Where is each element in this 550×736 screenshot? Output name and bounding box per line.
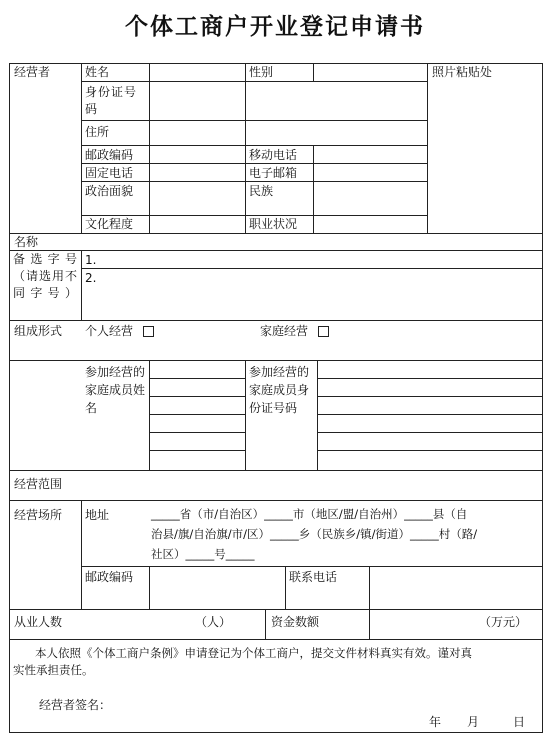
application-form	[9, 63, 543, 733]
address-label: 地址	[85, 508, 110, 522]
alt-name-2: 2.	[85, 271, 97, 285]
date-year: 年	[429, 715, 442, 729]
rule	[313, 145, 314, 233]
rule	[9, 500, 543, 501]
employment-status-label: 职业状况	[249, 217, 298, 231]
operator-header: 经营者	[14, 65, 51, 79]
address-line-1: _____省（市/自治区）_____市（地区/盟/自治州）_____县（自	[151, 507, 468, 521]
rule	[9, 320, 543, 321]
date-day: 日	[513, 715, 526, 729]
rule	[317, 432, 543, 433]
education-label: 文化程度	[85, 217, 134, 231]
rule	[81, 120, 427, 121]
business-name-label: 名称	[14, 235, 39, 249]
declaration-line-1: 本人依照《个体工商户条例》申请登记为个体工商户，提交文件材料真实有效。谨对真	[35, 646, 472, 660]
mobile-label: 移动电话	[249, 148, 298, 162]
rule	[9, 233, 543, 234]
page-title: 个体工商户开业登记申请书	[125, 13, 425, 40]
political-status-label: 政治面貌	[85, 184, 134, 198]
rule	[285, 566, 286, 609]
rule	[427, 63, 428, 233]
premises-postcode-label: 邮政编码	[85, 570, 134, 584]
premises-label: 经营场所	[14, 508, 63, 522]
rule	[149, 378, 245, 379]
rule	[317, 450, 543, 451]
rule	[265, 609, 266, 639]
contact-phone-label: 联系电话	[289, 570, 338, 584]
capital-label: 资金数额	[271, 615, 320, 629]
ethnicity-label: 民族	[249, 184, 274, 198]
border-bottom	[9, 732, 543, 733]
rule	[81, 145, 427, 146]
rule	[317, 360, 318, 470]
border-right	[542, 63, 543, 733]
member-names-label: 参加经营的家庭成员姓名	[85, 365, 146, 415]
rule	[9, 609, 543, 610]
id-number-label: 身份证号码	[85, 85, 138, 116]
declaration-line-2: 实性承担责任。	[13, 663, 94, 677]
rule	[81, 566, 543, 567]
rule	[81, 81, 427, 82]
gender-label: 性别	[249, 65, 274, 79]
date-month: 月	[467, 715, 480, 729]
staff-unit: （人）	[195, 615, 232, 629]
rule	[317, 378, 543, 379]
photo-area-label: 照片粘贴处	[432, 65, 493, 79]
rule	[149, 450, 245, 451]
rule	[149, 63, 150, 233]
rule	[149, 432, 245, 433]
postcode-label: 邮政编码	[85, 148, 134, 162]
scope-label: 经营范围	[14, 477, 63, 491]
address-line-3: 社区）_____号_____	[151, 547, 255, 561]
rule	[149, 396, 245, 397]
rule	[313, 63, 314, 81]
residence-label: 住所	[85, 125, 110, 139]
rule	[81, 268, 543, 269]
rule	[9, 360, 543, 361]
alt-name-1: 1.	[85, 253, 97, 267]
rule	[149, 566, 150, 609]
address-line-2: 治县/旗/自治旗/市/区）_____乡（民族乡/镇/街道）_____村（路/	[151, 527, 478, 541]
rule	[9, 639, 543, 640]
family-option[interactable]	[260, 323, 329, 340]
rule	[9, 470, 543, 471]
individual-label: 个人经营	[85, 324, 134, 338]
rule	[81, 63, 82, 233]
rule	[245, 360, 246, 470]
border-left	[9, 63, 10, 733]
individual-checkbox[interactable]	[143, 326, 154, 337]
rule	[245, 63, 246, 233]
name-label: 姓名	[85, 65, 110, 79]
rule	[369, 609, 370, 639]
rule	[81, 250, 82, 320]
signature-label: 经营者签名：	[39, 698, 112, 712]
email-label: 电子邮箱	[249, 166, 298, 180]
rule	[369, 566, 370, 609]
family-checkbox[interactable]	[318, 326, 329, 337]
rule	[317, 414, 543, 415]
staff-count-label: 从业人数	[14, 615, 63, 629]
landline-label: 固定电话	[85, 166, 134, 180]
capital-unit: （万元）	[479, 615, 528, 629]
individual-option[interactable]	[85, 323, 154, 340]
rule	[149, 414, 245, 415]
alt-names-label: 备选字号（请选用不同字号）	[13, 252, 77, 300]
rule	[149, 360, 150, 470]
rule	[317, 396, 543, 397]
organization-label: 组成形式	[14, 324, 63, 338]
rule	[81, 500, 82, 609]
member-ids-label: 参加经营的家庭成员身份证号码	[249, 365, 310, 415]
rule	[9, 250, 543, 251]
family-label: 家庭经营	[260, 324, 309, 338]
